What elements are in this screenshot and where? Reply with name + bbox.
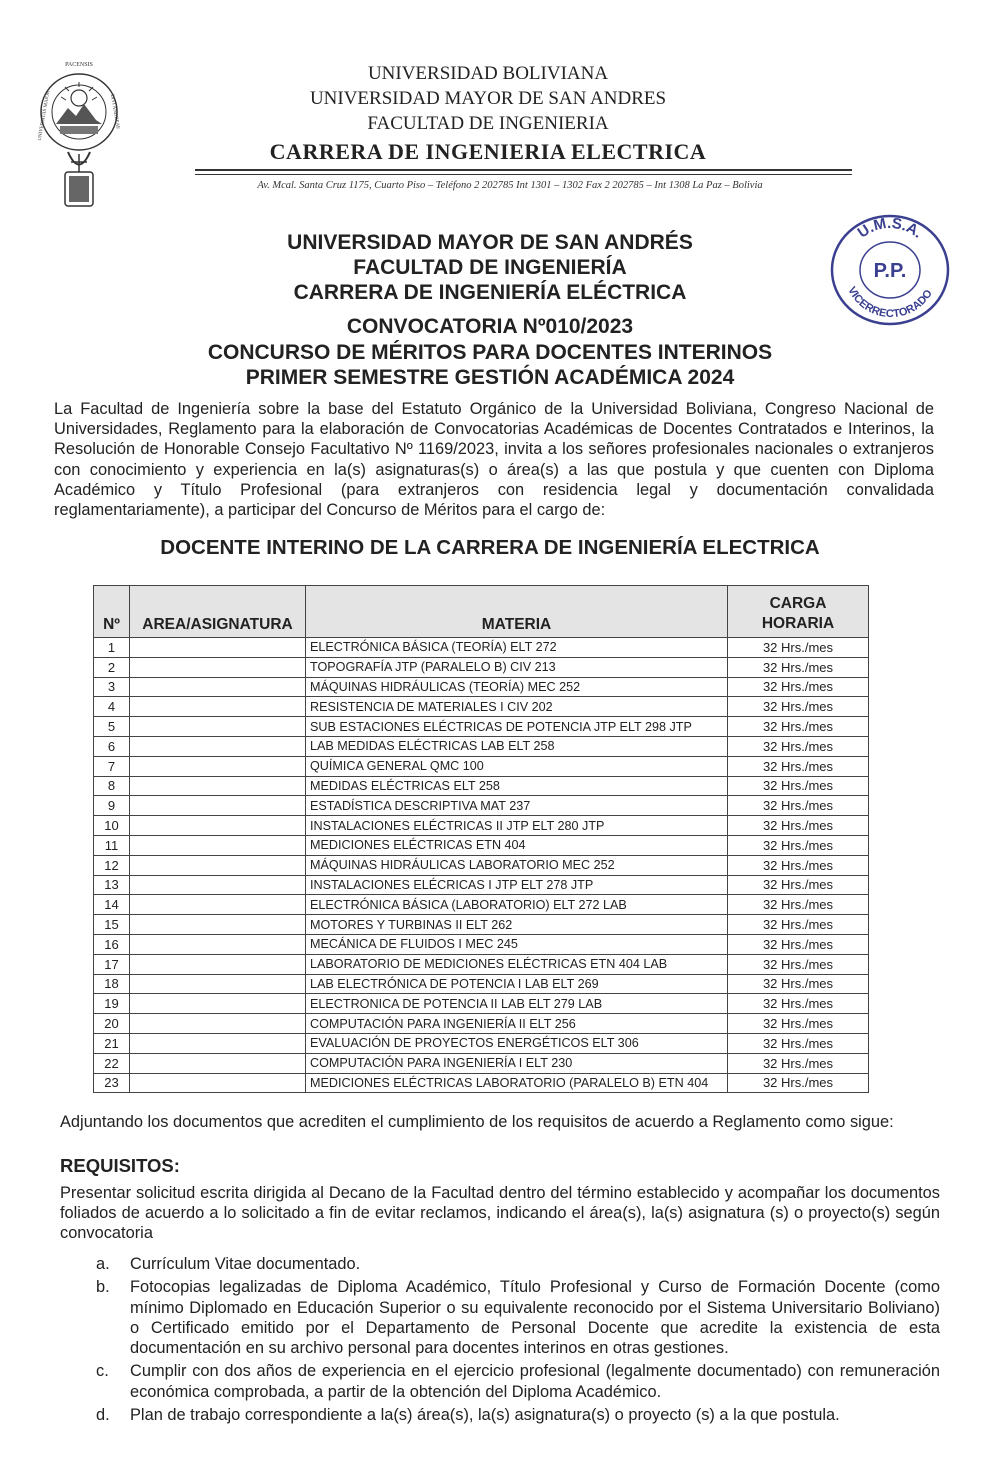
heading-contest: CONCURSO DE MÉRITOS PARA DOCENTES INTERINOS [207,341,773,364]
table-row [94,855,869,875]
cell-materia: TOPOGRAFÍA JTP (PARALELO B) CIV 213 [306,657,728,677]
header-carga: CARGA [769,595,827,612]
cell-materia: LAB ELECTRÓNICA DE POTENCIA I LAB ELT 269 [306,974,728,994]
university-seal [38,42,120,220]
cell-materia: EVALUACIÓN DE PROYECTOS ENERGÉTICOS ELT 306 [306,1033,728,1053]
header-carga-horaria [728,586,869,638]
intro-paragraph: La Facultad de Ingeniería sobre la base del Estatuto Orgánico de la Universidad Boliviana, Congreso Nacional de Universidades, Reglamento para la elaboración de Convocatorias Académicas de Docentes Contratados e Interinos, la Resolución de Honorable Consejo Facultativo Nº 1169/2023, invita a los señores profesionales nacionales o extranjeros con conocimiento y experiencia en la(s) asignaturas(s) o área(s) a las que postula y que cuenten con Diploma Académico y Título Profesional (para extranjeros con residencia legal y documentación convalidada reglamentariamente), a participar del Concurso de Méritos para el cargo de: [54,400,934,520]
requirement-letter: b. [96,1278,110,1297]
requirement-item [92,1405,940,1425]
cell-num: 12 [94,855,130,875]
cell-area [130,994,306,1014]
cell-num: 2 [94,657,130,677]
cell-hours: 32 Hrs./mes [728,736,869,756]
cell-area [130,1073,306,1093]
cell-materia: MEDICIONES ELÉCTRICAS LABORATORIO (PARALELO B) ETN 404 [306,1073,728,1093]
table-row [94,816,869,836]
stamp-center-text: P.P. [873,260,907,282]
table-row [94,1053,869,1073]
cell-num: 7 [94,756,130,776]
cell-materia: INSTALACIONES ELÉCTRICAS II JTP ELT 280 JTP [306,816,728,836]
cell-materia: MEDIDAS ELÉCTRICAS ELT 258 [306,776,728,796]
cell-hours: 32 Hrs./mes [728,756,869,776]
requirement-item [92,1361,940,1402]
requirement-text: Cumplir con dos años de experiencia en el ejercicio profesional (legalmente documentado) con remuneración económica comprobada, a partir de la obtención del Diploma Académico. [130,1362,940,1401]
letterhead-rule-thin [195,174,852,175]
cell-materia: COMPUTACIÓN PARA INGENIERÍA I ELT 230 [306,1053,728,1073]
heading-semester: PRIMER SEMESTRE GESTIÓN ACADÉMICA 2024 [245,366,735,389]
table-row [94,736,869,756]
cell-area [130,736,306,756]
cell-materia: ELECTRONICA DE POTENCIA II LAB ELT 279 LAB [306,994,728,1014]
cell-num: 3 [94,677,130,697]
seal-top-text: PACENSIS [65,62,93,68]
cell-area [130,954,306,974]
table-row [94,638,869,658]
requirement-text: Plan de trabajo correspondiente a la(s) área(s), la(s) asignatura(s) o proyecto (s) a la que postula. [130,1406,840,1425]
heading-call-number: CONVOCATORIA Nº010/2023 [346,315,634,338]
table-header-row [94,586,869,638]
cell-materia: RESISTENCIA DE MATERIALES I CIV 202 [306,697,728,717]
cell-materia: MÁQUINAS HIDRÁULICAS (TEORÍA) MEC 252 [306,677,728,697]
cell-num: 13 [94,875,130,895]
cell-area [130,776,306,796]
heading-faculty: FACULTAD DE INGENIERÍA [353,256,627,279]
heading-career: CARRERA DE INGENIERÍA ELÉCTRICA [293,281,687,304]
table-row [94,776,869,796]
cell-hours: 32 Hrs./mes [728,638,869,658]
cell-materia: MÁQUINAS HIDRÁULICAS LABORATORIO MEC 252 [306,855,728,875]
table-row [94,915,869,935]
cell-area [130,974,306,994]
cell-area [130,677,306,697]
cell-hours: 32 Hrs./mes [728,994,869,1014]
letterhead-line-3: FACULTAD DE INGENIERIA [367,113,609,134]
requirement-item [92,1277,940,1358]
cell-area [130,796,306,816]
cell-num: 14 [94,895,130,915]
heading-university: UNIVERSIDAD MAYOR DE SAN ANDRÉS [287,231,693,254]
header-materia: MATERIA [306,586,728,638]
requirements-title: REQUISITOS: [60,1155,180,1176]
cell-num: 10 [94,816,130,836]
cell-num: 22 [94,1053,130,1073]
cell-materia: INSTALACIONES ELÉCRICAS I JTP ELT 278 JTP [306,875,728,895]
cell-area [130,1014,306,1034]
cell-hours: 32 Hrs./mes [728,915,869,935]
cell-hours: 32 Hrs./mes [728,717,869,737]
requirement-item [92,1254,940,1274]
cell-area [130,697,306,717]
table-row [94,895,869,915]
header-num: Nº [94,586,130,638]
cell-hours: 32 Hrs./mes [728,677,869,697]
table-row [94,974,869,994]
attachment-paragraph: Adjuntando los documentos que acrediten el cumplimiento de los requisitos de acuerdo a Reglamento como sigue: [60,1113,894,1131]
cell-hours: 32 Hrs./mes [728,895,869,915]
cell-num: 21 [94,1033,130,1053]
cell-num: 23 [94,1073,130,1093]
cell-area [130,816,306,836]
letterhead-line-2: UNIVERSIDAD MAYOR DE SAN ANDRES [309,88,667,109]
cell-num: 4 [94,697,130,717]
position-title: DOCENTE INTERINO DE LA CARRERA DE INGENIERÍA ELECTRICA [160,536,820,559]
cell-area [130,895,306,915]
cell-hours: 32 Hrs./mes [728,796,869,816]
cell-area [130,1053,306,1073]
cell-hours: 32 Hrs./mes [728,1033,869,1053]
svg-text:U.M.S.A. [855,215,926,242]
requirement-letter: d. [96,1406,110,1425]
cell-hours: 32 Hrs./mes [728,1014,869,1034]
cell-hours: 32 Hrs./mes [728,974,869,994]
cell-num: 1 [94,638,130,658]
cell-num: 16 [94,934,130,954]
cell-materia: ESTADÍSTICA DESCRIPTIVA MAT 237 [306,796,728,816]
cell-area [130,638,306,658]
table-row [94,1014,869,1034]
cell-hours: 32 Hrs./mes [728,697,869,717]
table-row [94,717,869,737]
table-row [94,697,869,717]
cell-num: 20 [94,1014,130,1034]
table-row [94,657,869,677]
cell-area [130,934,306,954]
cell-area [130,875,306,895]
letterhead-rule [195,169,852,171]
table-row [94,994,869,1014]
table-row [94,756,869,776]
cell-num: 17 [94,954,130,974]
cell-materia: MECÁNICA DE FLUIDOS I MEC 245 [306,934,728,954]
cell-materia: MEDICIONES ELÉCTRICAS ETN 404 [306,835,728,855]
table-row [94,835,869,855]
cell-materia: QUÍMICA GENERAL QMC 100 [306,756,728,776]
stamp-top-text: U.M.S.A. [854,214,927,242]
letterhead-career: CARRERA DE INGENIERIA ELECTRICA [269,139,707,164]
cell-hours: 32 Hrs./mes [728,816,869,836]
cell-hours: 32 Hrs./mes [728,954,869,974]
requirement-letter: a. [96,1255,110,1273]
requirement-text: Currículum Vitae documentado. [130,1255,361,1273]
cell-num: 6 [94,736,130,756]
requirement-text: Fotocopias legalizadas de Diploma Académico, Título Profesional y Curso de Formación Docente (como mínimo Diplomado en Educación Superior o su equivalente reconocido por el Sistema Universitario Boliviano) o Certificado emitido por el Departamento de Personal Docente que acredite la existencia de esta documentación en su archivo personal para docentes interinos en otras gestiones. [130,1278,940,1358]
cell-num: 5 [94,717,130,737]
table-row [94,954,869,974]
cell-num: 11 [94,835,130,855]
requirement-letter: c. [96,1362,109,1381]
table-row [94,934,869,954]
requirements-list [92,1254,940,1428]
cell-materia: LAB MEDIDAS ELÉCTRICAS LAB ELT 258 [306,736,728,756]
cell-num: 8 [94,776,130,796]
cell-area [130,756,306,776]
letterhead-line-1: UNIVERSIDAD BOLIVIANA [367,63,609,84]
cell-num: 15 [94,915,130,935]
stamp-bottom-text: VICERRECTORADO [845,284,935,321]
cell-hours: 32 Hrs./mes [728,776,869,796]
cell-materia: ELECTRÓNICA BÁSICA (LABORATORIO) ELT 272 LAB [306,895,728,915]
cell-hours: 32 Hrs./mes [728,875,869,895]
cell-materia: ELECTRÓNICA BÁSICA (TEORÍA) ELT 272 [306,638,728,658]
cell-materia: SUB ESTACIONES ELÉCTRICAS DE POTENCIA JTP ELT 298 JTP [306,717,728,737]
header-horaria: HORARIA [761,615,835,632]
cell-num: 9 [94,796,130,816]
cell-area [130,835,306,855]
seal-right-text: DIVI ANDREAE [108,94,120,130]
cell-num: 18 [94,974,130,994]
table-row [94,796,869,816]
cell-area [130,717,306,737]
cell-area [130,915,306,935]
requirements-intro: Presentar solicitud escrita dirigida al Decano de la Facultad dentro del término establecido y acompañar los documentos foliados de acuerdo a lo solicitado a fin de evitar reclamos, indicando el área(s), la(s) asignatura (s) o proyecto(s) según convocatoria [60,1184,940,1243]
cell-area [130,855,306,875]
table-row [94,1073,869,1093]
table-row [94,1033,869,1053]
subjects-table [93,585,869,1093]
cell-area [130,657,306,677]
cell-hours: 32 Hrs./mes [728,934,869,954]
cell-materia: MOTORES Y TURBINAS II ELT 262 [306,915,728,935]
table-row [94,677,869,697]
table-body [94,638,869,1093]
cell-materia: COMPUTACIÓN PARA INGENIERÍA II ELT 256 [306,1014,728,1034]
table-row [94,875,869,895]
cell-area [130,1033,306,1053]
cell-num: 19 [94,994,130,1014]
letterhead-address: Av. Mcal. Santa Cruz 1175, Cuarto Piso – Teléfono 2 202785 Int 1301 – 1302 Fax 2 202785 – Int 1308 La Paz – Bolivia [257,180,763,191]
seal-left-text: UNIVERSITAS MAJOR [38,90,52,142]
cell-hours: 32 Hrs./mes [728,835,869,855]
cell-materia: LABORATORIO DE MEDICIONES ELÉCTRICAS ETN 404 LAB [306,954,728,974]
cell-hours: 32 Hrs./mes [728,1073,869,1093]
header-area: AREA/ASIGNATURA [130,586,306,638]
cell-hours: 32 Hrs./mes [728,657,869,677]
cell-hours: 32 Hrs./mes [728,1053,869,1073]
cell-hours: 32 Hrs./mes [728,855,869,875]
